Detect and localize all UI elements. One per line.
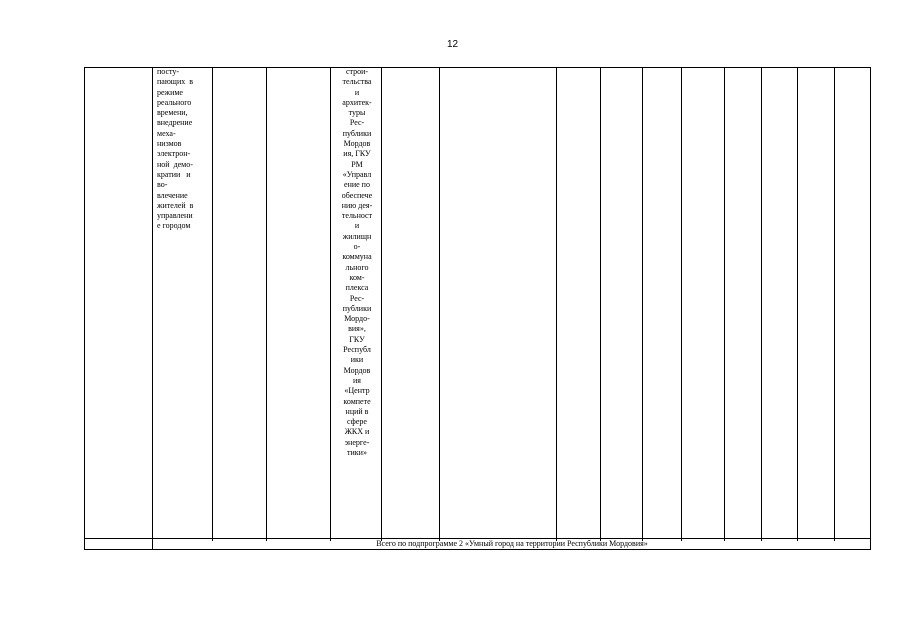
cell-line: публики <box>342 303 372 313</box>
cell-line: управлени <box>157 211 193 221</box>
column-divider <box>152 67 153 541</box>
cell-line: «Управл <box>342 169 372 179</box>
cell-line: ики <box>350 355 364 365</box>
cell-line: пающих в <box>157 77 194 87</box>
cell-line: кратии и <box>157 169 191 179</box>
total-row-divider <box>84 538 85 549</box>
cell-line: жителей в <box>157 200 194 210</box>
column-divider <box>266 67 267 541</box>
column-divider <box>600 67 601 541</box>
cell-line: Рес- <box>349 118 365 128</box>
cell-line: нию дея- <box>341 200 373 210</box>
cell-line: ение по <box>344 180 370 190</box>
cell-line: режиме <box>157 87 183 97</box>
column-divider <box>870 67 871 541</box>
column-divider <box>797 67 798 541</box>
cell-line: во- <box>157 180 168 190</box>
column-divider <box>642 67 643 541</box>
cell-line: Мордов <box>343 139 371 149</box>
cell-line: «Центр <box>344 386 370 396</box>
total-row-label: Всего по подпрограмме 2 «Умный город на территории Республики Мордовия» <box>376 539 648 548</box>
cell-line: архитек- <box>342 97 372 107</box>
cell-line: туры <box>348 108 366 118</box>
cell-line: ком- <box>349 272 365 282</box>
cell-line: ЖКХ и <box>344 427 370 437</box>
cell-line: льного <box>345 262 369 272</box>
cell-line: компете <box>343 396 371 406</box>
cell-line: РМ <box>351 159 363 169</box>
column-divider <box>834 67 835 541</box>
cell-line: коммуна <box>342 252 372 262</box>
cell-line: публики <box>342 128 372 138</box>
column-divider <box>439 67 440 541</box>
column-divider <box>84 67 85 541</box>
cell-description <box>157 67 213 232</box>
column-divider <box>761 67 762 541</box>
cell-line: ия <box>353 375 361 385</box>
cell-line: и <box>354 87 360 97</box>
cell-line: жилищн <box>342 231 372 241</box>
column-divider <box>381 67 382 541</box>
table-bottom-border <box>84 549 871 550</box>
program-table <box>84 67 871 551</box>
cell-line: посту- <box>157 67 180 76</box>
cell-line: меха- <box>157 128 176 138</box>
column-divider <box>681 67 682 541</box>
cell-line: тельност <box>341 211 373 221</box>
cell-line: тельства <box>342 77 372 87</box>
cell-line: тики» <box>347 447 367 457</box>
cell-responsible <box>334 67 380 458</box>
cell-line: ГКУ <box>349 334 365 344</box>
cell-line: Рес- <box>349 293 365 303</box>
cell-line: низмов <box>157 139 182 149</box>
cell-line: строи- <box>345 67 369 76</box>
cell-line: вия», <box>348 324 366 334</box>
cell-line: влечение <box>157 190 188 200</box>
cell-line: Мордов <box>343 365 371 375</box>
cell-line: электрон- <box>157 149 191 159</box>
cell-line: реального <box>157 97 192 107</box>
cell-line: Республ <box>343 345 371 355</box>
page-number: 12 <box>446 39 459 50</box>
cell-line: Мордо- <box>344 314 370 324</box>
cell-line: ия, ГКУ <box>343 149 371 159</box>
column-divider <box>724 67 725 541</box>
cell-line: плекса <box>345 283 369 293</box>
cell-line: ной демо- <box>157 159 193 169</box>
cell-line: и <box>354 221 360 231</box>
cell-line: е городом <box>157 221 191 231</box>
cell-line: нций в <box>345 406 369 416</box>
cell-line: о- <box>353 242 361 252</box>
cell-line: внедрение <box>157 118 193 128</box>
column-divider <box>330 67 331 541</box>
cell-line: сфере <box>347 417 367 427</box>
cell-line: времени, <box>157 108 188 118</box>
column-divider <box>556 67 557 541</box>
cell-line: обеспече <box>341 190 373 200</box>
cell-line: энергe- <box>344 437 370 447</box>
